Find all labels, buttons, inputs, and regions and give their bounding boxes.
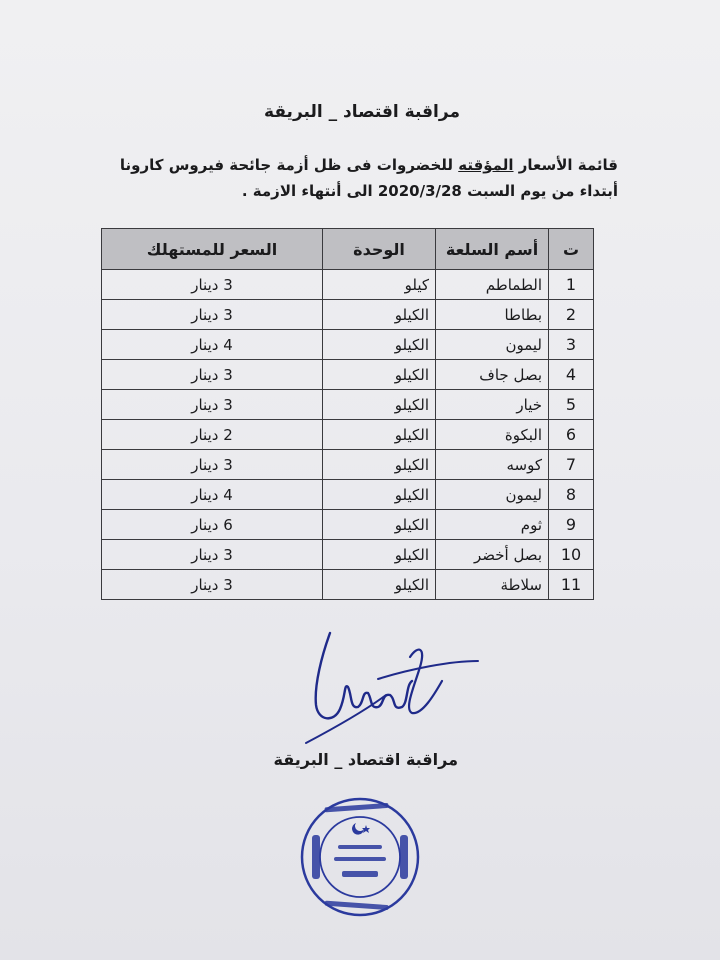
row-number: 4 [549,360,594,390]
header-unit: الوحدة [323,229,436,270]
row-price: 3 دينار [102,450,323,480]
row-price: 3 دينار [102,360,323,390]
row-number: 10 [549,540,594,570]
price-table [101,228,594,600]
row-item: بصل جاف [436,360,549,390]
row-item: سلاطة [436,570,549,600]
table-row [102,270,594,300]
row-item: كوسه [436,450,549,480]
table-row [102,420,594,450]
table-row [102,300,594,330]
row-price: 3 دينار [102,540,323,570]
row-item: خيار [436,390,549,420]
row-unit: الكيلو [323,570,436,600]
row-unit: الكيلو [323,540,436,570]
row-unit: الكيلو [323,360,436,390]
intro-text-start: قائمة الأسعار [513,156,618,174]
row-number: 2 [549,300,594,330]
row-price: 3 دينار [102,270,323,300]
intro-underlined-word: المؤقته [458,156,514,174]
row-price: 3 دينار [102,570,323,600]
header-number: ت [549,229,594,270]
row-unit: الكيلو [323,450,436,480]
table-row [102,360,594,390]
document-title: مراقبة اقتصاد _ البريقة [264,102,460,122]
row-unit: الكيلو [323,420,436,450]
row-number: 9 [549,510,594,540]
row-number: 1 [549,270,594,300]
table-row [102,570,594,600]
table-row [102,540,594,570]
row-item: البكوة [436,420,549,450]
row-price: 6 دينار [102,510,323,540]
row-unit: الكيلو [323,480,436,510]
row-unit: الكيلو [323,300,436,330]
row-price: 2 دينار [102,420,323,450]
signature-label: مراقبة اقتصاد _ البريقة [273,750,458,769]
row-number: 8 [549,480,594,510]
table-row [102,330,594,360]
row-unit: الكيلو [323,510,436,540]
official-stamp [298,795,422,919]
row-number: 5 [549,390,594,420]
row-item: بصل أخضر [436,540,549,570]
row-item: ثوم [436,510,549,540]
table-row [102,480,594,510]
table-row [102,450,594,480]
row-number: 6 [549,420,594,450]
row-unit: الكيلو [323,330,436,360]
handwritten-signature [300,625,490,765]
row-item: الطماطم [436,270,549,300]
intro-paragraph [98,152,618,204]
row-item: ليمون [436,480,549,510]
row-price: 3 دينار [102,390,323,420]
row-price: 4 دينار [102,330,323,360]
row-price: 4 دينار [102,480,323,510]
intro-text-end: للخضروات فى ظل أزمة جائحة فيروس كارونا أبتداء من يوم السبت 2020/3/28 الى أنتهاء الازمة . [119,156,618,200]
table-row [102,390,594,420]
row-number: 7 [549,450,594,480]
row-price: 3 دينار [102,300,323,330]
row-unit: كيلو [323,270,436,300]
row-unit: الكيلو [323,390,436,420]
header-price: السعر للمستهلك [102,229,323,270]
header-item: أسم السلعة [436,229,549,270]
row-item: ليمون [436,330,549,360]
table-header-row [102,229,594,270]
row-number: 11 [549,570,594,600]
row-item: بطاطا [436,300,549,330]
table-row [102,510,594,540]
row-number: 3 [549,330,594,360]
